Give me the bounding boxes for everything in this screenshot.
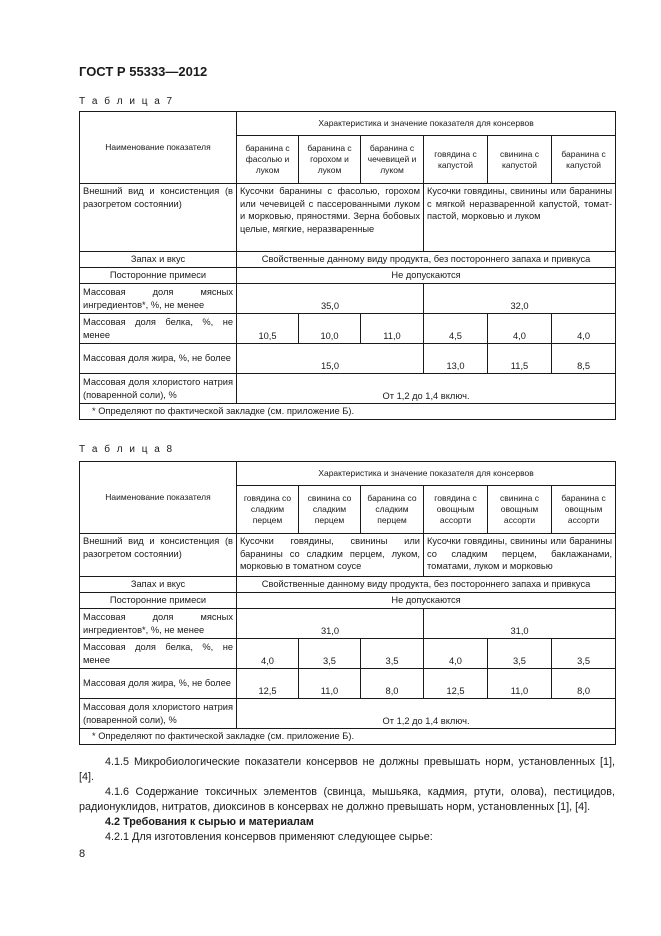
column-header: говядина со сладким перцем (237, 486, 299, 534)
row-label-impurities: Посторонние примеси (80, 593, 237, 609)
column-header: говядина с овощным ассорти (424, 486, 488, 534)
table-footnote: * Определяют по фактической закладке (см. приложение Б). (80, 729, 616, 745)
protein-value: 10,0 (299, 314, 361, 344)
group-header: Характеристика и значение показателя для консервов (237, 462, 616, 486)
fat-value: 12,5 (237, 669, 299, 699)
salt-value: От 1,2 до 1,4 включ. (237, 699, 616, 729)
meat-value: 32,0 (424, 284, 616, 314)
column-header: свинина с капустой (488, 136, 552, 184)
row-label-taste: Запах и вкус (80, 252, 237, 268)
column-header: свинина с овощным ассорти (488, 486, 552, 534)
appearance-value: Кусочки говядины, свинины или баранины с мягкой неразваренной капустой, томат-пастой, морковью и луком (424, 184, 616, 252)
column-header: говядина с капустой (424, 136, 488, 184)
standard-title: ГОСТ Р 55333—2012 (79, 64, 208, 79)
column-header: баранина с овощным ассорти (552, 486, 616, 534)
page-number: 8 (79, 848, 86, 860)
table-8-caption: Т а б л и ц а 8 (79, 444, 175, 455)
meat-value: 31,0 (424, 609, 616, 639)
protein-value: 4,5 (424, 314, 488, 344)
protein-value: 3,5 (361, 639, 424, 669)
appearance-value: Кусочки говядины, свинины или баранины со сладким перцем, баклажанами, томатами, луком и морковью (424, 534, 616, 577)
row-label-appearance: Внешний вид и консистенция (в разогретом состоянии) (80, 534, 237, 577)
row-label-fat: Массовая доля жира, %, не более (80, 344, 237, 374)
column-header: баранина с фасолью и луком (237, 136, 299, 184)
paragraph-4-1-5: 4.1.5 Микробиологические показатели консервов не должны превышать норм, установленных [1], [4]. (79, 756, 615, 783)
row-label-fat: Массовая доля жира, %, не более (80, 669, 237, 699)
meat-value: 31,0 (237, 609, 424, 639)
row-label-protein: Массовая доля белка, %, не менее (80, 314, 237, 344)
fat-value: 8,0 (552, 669, 616, 699)
table-8 (79, 461, 616, 745)
appearance-value: Кусочки говядины, свинины или баранины со сладким перцем, луком, морковью в томатном соусе (237, 534, 424, 577)
column-header: баранина с горохом и луком (299, 136, 361, 184)
fat-value: 11,0 (488, 669, 552, 699)
appearance-value: Кусочки баранины с фасолью, горохом или чечевицей с пассерованными луком и морковью, пряностями. Зерна бобовых целые, мягкие, неразваренные (237, 184, 424, 252)
column-header: свинина со сладким перцем (299, 486, 361, 534)
row-label-impurities: Посторонние примеси (80, 268, 237, 284)
row-label-taste: Запах и вкус (80, 577, 237, 593)
protein-value: 4,0 (488, 314, 552, 344)
fat-value: 13,0 (424, 344, 488, 374)
column-header: баранина с капустой (552, 136, 616, 184)
impurities-value: Не допускаются (237, 593, 616, 609)
row-label-meat: Массовая доля мясных ингредиентов*, %, не менее (80, 284, 237, 314)
row-label-appearance: Внешний вид и консистенция (в разогретом состоянии) (80, 184, 237, 252)
impurities-value: Не допускаются (237, 268, 616, 284)
row-label-meat: Массовая доля мясных ингредиентов*, %, не менее (80, 609, 237, 639)
salt-value: От 1,2 до 1,4 включ. (237, 374, 616, 404)
table-footnote: * Определяют по фактической закладке (см. приложение Б). (80, 404, 616, 420)
column-header: баранина с чечевицей и луком (361, 136, 424, 184)
row-label-salt: Массовая доля хлористого натрия (поваренной соли), % (80, 374, 237, 404)
fat-value: 8,5 (552, 344, 616, 374)
fat-value: 12,5 (424, 669, 488, 699)
fat-value: 11,0 (299, 669, 361, 699)
row-label-salt: Массовая доля хлористого натрия (поваренной соли), % (80, 699, 237, 729)
protein-value: 3,5 (299, 639, 361, 669)
indicator-header: Наименование показателя (80, 112, 237, 184)
protein-value: 4,0 (424, 639, 488, 669)
paragraph-4-1-6: 4.1.6 Содержание токсичных элементов (свинца, мышьяка, кадмия, ртути, олова), пестицидов, радионуклидов, нитратов, диоксинов в консервах не должно превышать норм, установленных [1], [4]. (79, 786, 615, 813)
protein-value: 4,0 (552, 314, 616, 344)
protein-value: 3,5 (488, 639, 552, 669)
meat-value: 35,0 (237, 284, 424, 314)
indicator-header: Наименование показателя (80, 462, 237, 534)
fat-value: 8,0 (361, 669, 424, 699)
section-heading-4-2: 4.2 Требования к сырью и материалам (105, 816, 314, 828)
taste-value: Свойственные данному виду продукта, без постороннего запаха и привкуса (237, 252, 616, 268)
table-7 (79, 111, 616, 420)
group-header: Характеристика и значение показателя для консервов (237, 112, 616, 136)
protein-value: 4,0 (237, 639, 299, 669)
protein-value: 3,5 (552, 639, 616, 669)
taste-value: Свойственные данному виду продукта, без постороннего запаха и привкуса (237, 577, 616, 593)
protein-value: 11,0 (361, 314, 424, 344)
table-7-caption: Т а б л и ц а 7 (79, 96, 175, 107)
protein-value: 10,5 (237, 314, 299, 344)
paragraph-4-2-1: 4.2.1 Для изготовления консервов применяют следующее сырье: (105, 831, 433, 843)
column-header: баранина со сладким перцем (361, 486, 424, 534)
fat-value: 11,5 (488, 344, 552, 374)
row-label-protein: Массовая доля белка, %, не менее (80, 639, 237, 669)
fat-value: 15,0 (237, 344, 424, 374)
